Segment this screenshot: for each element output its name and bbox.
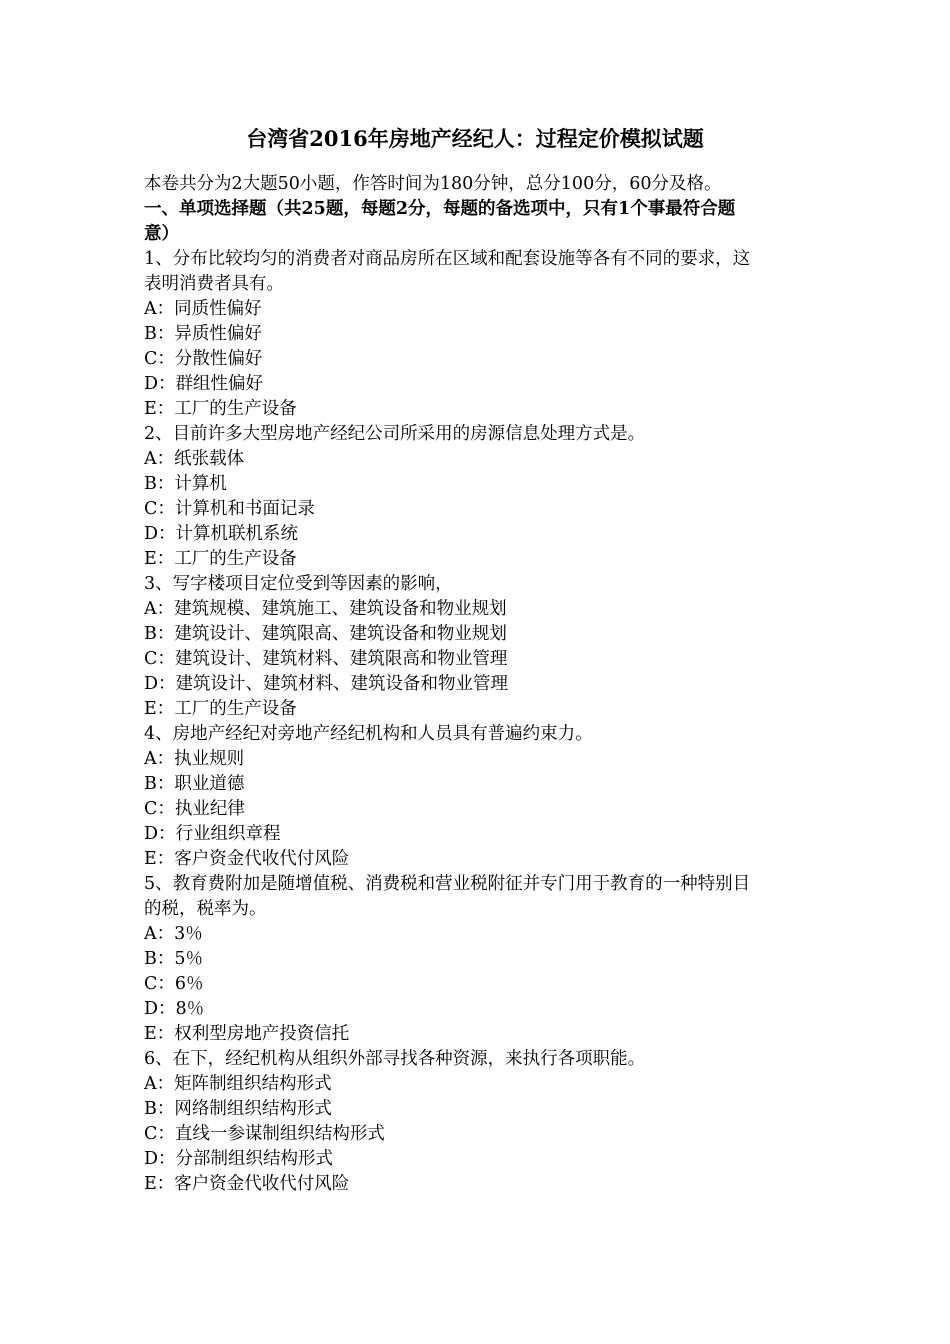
option-e: E：客户资金代收代付风险 bbox=[144, 849, 350, 869]
question-stem: 2、目前许多大型房地产经纪公司所采用的房源信息处理方式是。 bbox=[144, 424, 646, 444]
option-e: E：客户资金代收代付风险 bbox=[144, 1174, 350, 1194]
section-heading-line-2: 意） bbox=[144, 224, 179, 244]
question-stem: 3、写字楼项目定位受到等因素的影响， bbox=[144, 574, 453, 594]
option-a: A：3％ bbox=[144, 924, 203, 944]
question-stem: 1、分布比较均匀的消费者对商品房所在区域和配套设施等各有不同的要求，这 bbox=[144, 249, 751, 269]
document-body bbox=[144, 172, 814, 1197]
option-b: B：职业道德 bbox=[144, 774, 245, 794]
option-e: E：工厂的生产设备 bbox=[144, 699, 297, 719]
option-c: C：直线一参谋制组织结构形式 bbox=[144, 1124, 385, 1144]
question-2 bbox=[144, 422, 814, 572]
question-stem: 5、教育费附加是随增值税、消费税和营业税附征并专门用于教育的一种特别目 bbox=[144, 874, 751, 894]
option-c: C：计算机和书面记录 bbox=[144, 499, 315, 519]
option-d: D：分部制组织结构形式 bbox=[144, 1149, 334, 1169]
option-a: A：矩阵制组织结构形式 bbox=[144, 1074, 332, 1094]
section-heading-line-1: 一、单项选择题（共25题，每题2分，每题的备选项中，只有1个事最符合题 bbox=[144, 199, 736, 219]
question-stem: 的税，税率为。 bbox=[144, 899, 267, 919]
option-a: A：执业规则 bbox=[144, 749, 245, 769]
option-c: C：6％ bbox=[144, 974, 204, 994]
question-stem: 4、房地产经纪对旁地产经纪机构和人员具有普遍约束力。 bbox=[144, 724, 593, 744]
question-6 bbox=[144, 1047, 814, 1197]
option-d: D：计算机联机系统 bbox=[144, 524, 299, 544]
question-4 bbox=[144, 722, 814, 872]
option-d: D：建筑设计、建筑材料、建筑设备和物业管理 bbox=[144, 674, 509, 694]
option-b: B：异质性偏好 bbox=[144, 324, 262, 344]
question-stem: 6、在下，经纪机构从组织外部寻找各种资源，来执行各项职能。 bbox=[144, 1049, 646, 1069]
option-e: E：工厂的生产设备 bbox=[144, 399, 297, 419]
question-stem: 表明消费者具有。 bbox=[144, 274, 284, 294]
option-a: A：建筑规模、建筑施工、建筑设备和物业规划 bbox=[144, 599, 507, 619]
option-a: A：纸张载体 bbox=[144, 449, 245, 469]
option-e: E：权利型房地产投资信托 bbox=[144, 1024, 350, 1044]
option-d: D：群组性偏好 bbox=[144, 374, 264, 394]
question-3 bbox=[144, 572, 814, 722]
option-e: E：工厂的生产设备 bbox=[144, 549, 297, 569]
option-d: D：行业组织章程 bbox=[144, 824, 281, 844]
option-b: B：建筑设计、建筑限高、建筑设备和物业规划 bbox=[144, 624, 507, 644]
option-a: A：同质性偏好 bbox=[144, 299, 262, 319]
option-b: B：网络制组织结构形式 bbox=[144, 1099, 332, 1119]
option-d: D：8％ bbox=[144, 999, 205, 1019]
option-b: B：计算机 bbox=[144, 474, 227, 494]
option-c: C：建筑设计、建筑材料、建筑限高和物业管理 bbox=[144, 649, 508, 669]
option-c: C：执业纪律 bbox=[144, 799, 245, 819]
option-b: B：5％ bbox=[144, 949, 203, 969]
document-title: 台湾省2016年房地产经纪人：过程定价模拟试题 bbox=[246, 126, 704, 151]
question-5 bbox=[144, 872, 814, 1047]
exam-intro: 本卷共分为2大题50小题，作答时间为180分钟，总分100分，60分及格。 bbox=[144, 174, 722, 194]
option-c: C：分散性偏好 bbox=[144, 349, 263, 369]
question-1 bbox=[144, 247, 814, 422]
